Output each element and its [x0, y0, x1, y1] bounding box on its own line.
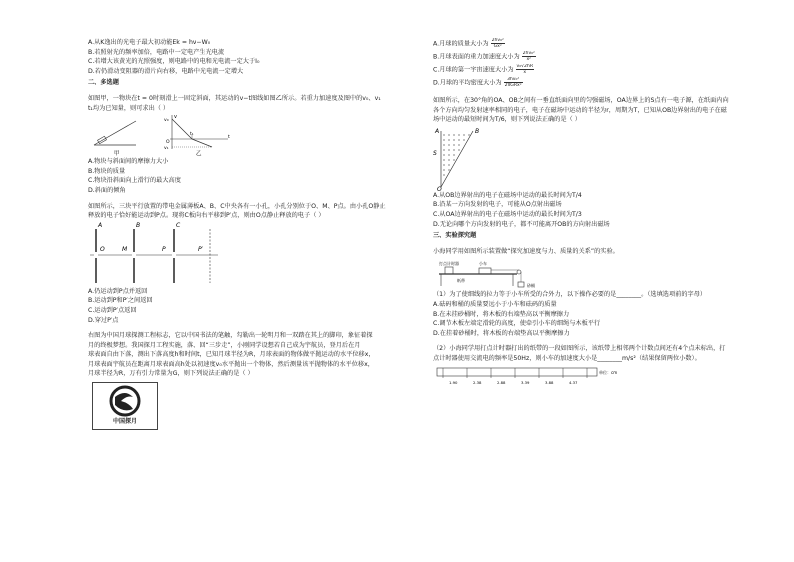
- q3-option-d: [433, 77, 768, 90]
- fig-label-yi: 乙: [196, 151, 202, 158]
- q5-tape-svg: [433, 364, 633, 388]
- fraction-numerator: 2hv₀²: [522, 51, 535, 56]
- fraction-denominator: x: [523, 70, 527, 75]
- lunar-exploration-logo: [92, 382, 158, 430]
- field-dot: [443, 144, 444, 145]
- q2-stem-line-2: 释放的电子恰好能运动到P点。现将C板向右平移到P′点，则由O点静止释放的电子（ ）: [88, 212, 325, 220]
- field-dot: [453, 154, 454, 155]
- q4-label-a: A: [435, 127, 440, 135]
- field-dot: [448, 134, 449, 135]
- q2-label-o: O: [100, 245, 105, 253]
- q2-stem-line-1: 如图所示，三块平行放置的带电金属薄板A、B、C中央各有一小孔，小孔分别位于O、M、P点。由小孔O静止: [88, 202, 386, 210]
- q3-option-a: [433, 38, 768, 51]
- q3-stem-line-1: 右图为中国月球探测工程标志，它以中国书法的笔触，勾勒出一轮明月和一双踏在其上的脚印，象征着探: [88, 332, 373, 340]
- q4-magnetic-field-svg: [433, 125, 553, 191]
- field-dot: [463, 139, 464, 140]
- q5-sub1-option-c: C.调节木板左端定滑轮的高度，使牵引小车的细绳与木板平行: [433, 320, 601, 328]
- field-dot: [458, 139, 459, 140]
- q4-label-b: B: [475, 127, 480, 135]
- q2-option-d: D.穿过P′点: [88, 316, 119, 324]
- label-bucket: 砂桶: [527, 283, 535, 289]
- q5-sub1-stem: （1）为了使细线的拉力等于小车所受的合外力，以下操作必要的是________。（选填选项前的字母）: [433, 291, 707, 299]
- q1-figure-svg: [88, 113, 288, 157]
- right-column: [433, 38, 768, 388]
- tape-seg-5: 3.88: [545, 379, 554, 385]
- q2-option-c: C.运动到P′点返回: [88, 306, 137, 314]
- prev-option-b: B.若照射光的频率加倍，电路中一定电产生光电流: [88, 48, 225, 56]
- field-dot: [443, 169, 444, 170]
- fig-label-t1: t₁: [190, 132, 194, 138]
- q4-figure: [433, 125, 768, 191]
- q2-option-b: B.运动到P和P′之间返回: [88, 297, 153, 305]
- fig-label-jia: 甲: [114, 151, 120, 158]
- field-dot: [443, 154, 444, 155]
- q5-sub1-option-b: B.在未挂砂桶时，将木板的右端垫高以平衡摩擦力: [433, 310, 570, 318]
- label-timer: 打点计时器: [439, 261, 459, 267]
- field-dot: [443, 139, 444, 140]
- q3-stem-line-5: 月球半径为R，万有引力常量为G，则下列说法正确的是（ ）: [88, 370, 254, 378]
- left-column: [88, 38, 413, 430]
- field-dot: [458, 149, 459, 150]
- q3-option-c: [433, 64, 768, 77]
- q1-stem-line-2: t₁均为已知量，则可求出（ ）: [88, 104, 170, 112]
- field-dot: [443, 164, 444, 165]
- fig-label-v: v: [174, 114, 177, 121]
- tape-seg-2: 2.38: [473, 379, 482, 385]
- field-dot: [458, 134, 459, 135]
- fraction-denominator: 2πGRx²: [504, 83, 522, 88]
- q2-option-a: A.仍运动到P点并返回: [88, 287, 148, 295]
- tape-seg-6: 4.37: [569, 379, 578, 385]
- field-dot: [453, 144, 454, 145]
- q3-option-c-fraction: [516, 64, 535, 75]
- q2-label-p: P: [162, 245, 166, 253]
- field-dot: [448, 169, 449, 170]
- section-title-multi-choice: 二、多选题: [88, 79, 119, 87]
- q5-intro: 小海同学用如图所示装置做“探究加速度与力、质量的关系”的实验。: [433, 247, 619, 255]
- q5-sub1-option-d: D.在挂着砂桶时，将木板的右端垫高以平衡摩擦力: [433, 329, 570, 337]
- q1-stem-line-1: 如图甲，一物块在t = 0时刻滑上一固定斜面，其运动的v−t图线如图乙所示。若重力加速度及图中的v₀、v₁: [88, 94, 381, 102]
- q2-figure: [88, 221, 413, 287]
- q2-label-c: C: [176, 221, 181, 229]
- fig-label-v1: v₁: [164, 146, 169, 152]
- q4-option-b: B.沿某一方向发射的电子，可能从O点射出磁场: [433, 201, 562, 209]
- field-dot: [448, 139, 449, 140]
- fraction-denominator: x²: [526, 57, 532, 62]
- logo-text: 中国探月: [112, 418, 137, 426]
- tape-unit-label: 单位：cm: [599, 369, 618, 375]
- field-dot: [443, 159, 444, 160]
- q3-option-a-fraction: [491, 38, 505, 49]
- field-dot: [463, 134, 464, 135]
- q4-stem-line-1: 如图所示，在30°角的OA、OB之间有一垂直纸面向里的匀强磁场，OA边界上的S点有一电子源，在纸面内向: [433, 97, 729, 104]
- q4-stem-line-3: 场中运动的最短时间为T/6，则下列说法正确的是（ ）: [433, 116, 581, 124]
- fraction-denominator: Gx²: [493, 44, 502, 49]
- field-dot: [448, 159, 449, 160]
- field-dot: [443, 134, 444, 135]
- q3-option-b-label: B.月球表面的重力加速度大小为: [433, 53, 520, 61]
- field-dot: [453, 149, 454, 150]
- q3-option-b: [433, 51, 768, 64]
- q5-sub1-option-a: A.砝码和桶的质量要远小于小车和砝码的质量: [433, 300, 557, 308]
- field-dot: [458, 144, 459, 145]
- q3-option-a-label: A.月球的质量大小为: [433, 40, 489, 48]
- fraction-numerator: v₀√2hR: [516, 64, 534, 69]
- q2-label-m: M: [122, 245, 128, 253]
- q2-plates-svg: [88, 221, 308, 287]
- prev-option-d: D.若仍滑动变阻器的滑片向右移，电路中光电流一定增大: [88, 67, 244, 75]
- q3-stem-line-2: 月的终极梦想。我国探月工程实施，落、回“三步走”，小刚同学设想若自己成为宇航员，登月后在月: [88, 341, 361, 349]
- q1-figure: [88, 113, 413, 157]
- fraction-numerator: 2hv₀²: [491, 38, 504, 43]
- q4-label-s: S: [433, 149, 437, 157]
- tape-seg-1: 1.90: [449, 379, 458, 385]
- prev-option-a: A.从K逸出的光电子最大初动能Ek = hν−W₀: [88, 39, 211, 46]
- q1-option-a: A.物块与斜面间的摩擦力大小: [88, 158, 169, 166]
- tape-seg-4: 3.39: [521, 379, 530, 385]
- q2-label-p-prime: P′: [198, 245, 203, 253]
- fig-label-t: t: [228, 135, 230, 141]
- field-dot: [453, 134, 454, 135]
- q5-sub2-line-1: （2）小海同学用打点计时器打出的纸带的一段如图所示，该纸带上相邻两个计数点间还有4个点未标出，打: [433, 345, 726, 353]
- q4-option-d: D.无论向哪个方向发射的电子，都不可能离开OB的方向射出磁场: [433, 220, 610, 228]
- q2-label-a: A: [98, 221, 103, 229]
- q1-option-d: D.斜面的倾角: [88, 186, 126, 194]
- q4-option-a: A.从OB边界射出的电子在磁场中运动的最长时间为T/4: [433, 191, 582, 199]
- field-dot: [448, 164, 449, 165]
- q3-option-d-fraction: [504, 77, 523, 88]
- q4-label-o: O: [437, 185, 442, 191]
- q3-option-d-label: D.月球的平均密度大小为: [433, 79, 502, 87]
- q3-option-c-label: C.月球的第一宇宙速度大小为: [433, 66, 514, 74]
- q5-sub2-line-2: 点计时器使用交流电的频率是50Hz，则小车的加速度大小是________m/s²（结果保留两位小数）。: [433, 354, 701, 362]
- fig-label-v0: v₀: [164, 118, 169, 124]
- q1-option-b: B.物块的质量: [88, 167, 126, 175]
- fig-label-o: O: [166, 140, 170, 146]
- q3-stem-line-4: 月球表面宇航员在距离月球表面高h处以初速度v₀水平抛出一个物体，然后测量该平抛物体的水平位移x，: [88, 360, 374, 368]
- q5-apparatus-figure: [433, 256, 768, 290]
- fraction-numerator: 3hv₀²: [504, 77, 523, 83]
- field-dot: [453, 159, 454, 160]
- q1-option-c: C.物块沿斜面向上滑行的最大高度: [88, 177, 181, 185]
- q5-apparatus-svg: [433, 256, 553, 290]
- label-tape: 纸带: [457, 278, 465, 284]
- q3-stem-line-3: 球表面自由下落，测出下落高度h和时间t，已知月球半径为R，月球表面的物体做平抛运动的水平位移x，: [88, 351, 375, 359]
- section-title-experiment: 三、实验探究题: [433, 232, 477, 240]
- field-dot: [448, 144, 449, 145]
- q4-stem-line-2: 各个方向均匀发射速率相同的电子，电子在磁场中运动的半径为r，周期为T，已知从OB边界射出的电子在磁: [433, 106, 727, 114]
- q3-option-b-fraction: [522, 51, 536, 62]
- field-dot: [468, 134, 469, 135]
- prev-option-c: C.若增大该黄光的光照强度，则电路中的电和光电流一定大于I₀: [88, 58, 260, 66]
- q2-label-b: B: [136, 221, 141, 229]
- field-dot: [453, 139, 454, 140]
- field-dot: [448, 154, 449, 155]
- q4-option-c: C.从OA边界射出的电子在磁场中运动的最长时间为T/3: [433, 210, 582, 218]
- field-dot: [448, 149, 449, 150]
- logo-moon-icon: [93, 383, 157, 419]
- tape-seg-3: 2.88: [497, 379, 506, 385]
- field-dot: [443, 149, 444, 150]
- label-cart: 小车: [479, 261, 487, 267]
- field-dot: [443, 174, 444, 175]
- q5-tape-figure: [433, 364, 768, 388]
